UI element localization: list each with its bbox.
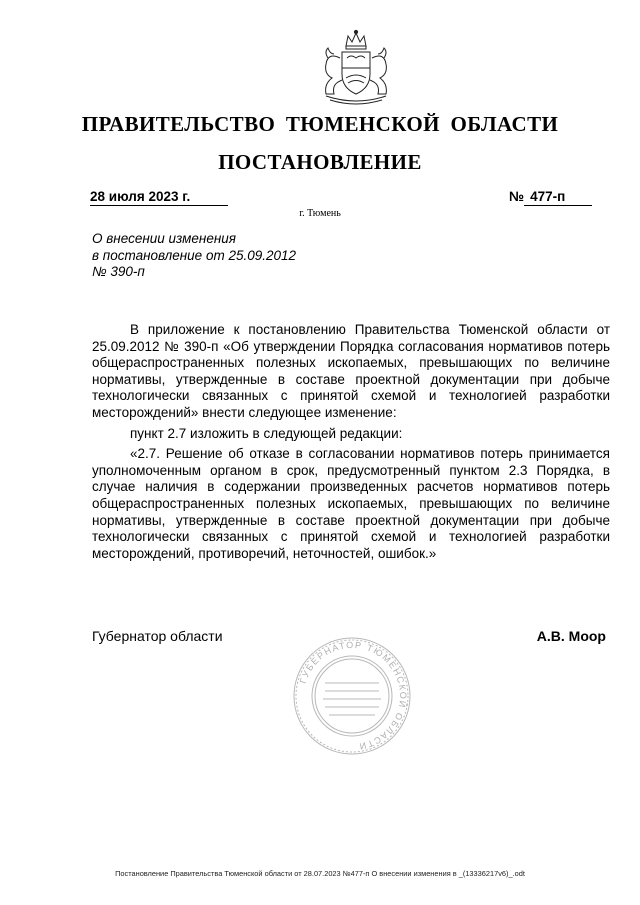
page-footer: Постановление Правительства Тюменской области от 28.07.2023 №477-п О внесении изменения в _(13336217v6)_.odt [115, 869, 525, 878]
number-value: 477-п [524, 189, 592, 206]
subject-line: О внесении изменения [92, 231, 237, 246]
organization-title: ПРАВИТЕЛЬСТВО ТЮМЕНСКОЙ ОБЛАСТИ [81, 112, 559, 136]
signatory-title: Губернатор области [92, 628, 223, 644]
document-date: 28 июля 2023 г. [90, 189, 228, 206]
official-seal-icon [291, 635, 413, 757]
seal-outer-text: ГУБЕРНАТОР ТЮМЕНСКОЙ ОБЛАСТИ [297, 639, 409, 752]
city: г. Тюмень [299, 208, 341, 219]
body-paragraph: пункт 2.7 изложить в следующей редакции: [130, 425, 403, 441]
body-paragraph: В приложение к постановлению Правительства Тюменской области от 25.09.2012 № 390-п «Об утверждении Порядка согласования нормативов потерь общераспространенных полезных ископаемых, превышающих по величине нормативы, утвержденные в составе проектной документации при добыче технологически связанных с принятой схемой и технологией разработки месторождений» внести следующее изменение: [92, 322, 610, 420]
subject-line: № 390-п [92, 264, 145, 279]
document-body [92, 322, 610, 566]
signatory-name: А.В. Моор [536, 628, 606, 644]
subject-line: в постановление от 25.09.2012 [92, 247, 297, 263]
body-paragraph: «2.7. Решение об отказе в согласовании нормативов потерь принимается уполномоченным органом в срок, предусмотренный пунктом 2.3 Порядка, в случае наличия в содержании произведенных расчетов нормативов потерь общераспространенных полезных ископаемых, превышающих по величине нормативы, утвержденные в составе проектной документации при добыче технологически связанных с принятой схемой и технологией разработки месторождений, противоречий, неточностей, ошибок.» [92, 446, 610, 561]
tyumen-coat-of-arms-icon [314, 28, 398, 108]
number-label: № [509, 189, 525, 204]
document-subject [92, 231, 352, 281]
document-type: ПОСТАНОВЛЕНИЕ [218, 150, 422, 174]
document-number [509, 189, 603, 206]
